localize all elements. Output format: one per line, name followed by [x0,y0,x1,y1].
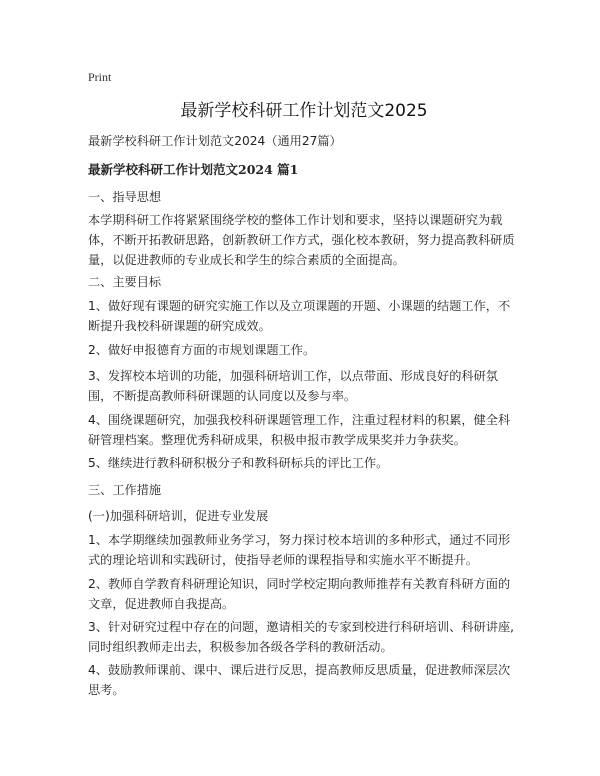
paragraph-guiding-thought: 本学期科研工作将紧紧围绕学校的整体工作计划和要求，坚持以课题研究为载体，不断开拓教研思路，创新教研工作方式，强化校本教研，努力提高教科研质量，以促进教师的专业成长和学生的综合素质的全面提高。 [88,213,515,267]
document-subtitle: 最新学校科研工作计划范文2024（通用27篇） [88,134,342,148]
goal-item-2: 2、做好申报德育方面的市规划课题工作。 [88,343,316,357]
goal-item-3: 3、发挥校本培训的功能，加强科研培训工作，以点带面、形成良好的科研氛围，不断提高教师科研课题的认同度以及参与率。 [88,369,498,403]
goal-item-5: 5、继续进行教科研积极分子和教科研标兵的评比工作。 [88,456,389,470]
section-heading-guiding-thought: 一、指导思想 [88,190,162,204]
measure-item-2: 2、教师自学教育科研理论知识，同时学校定期向教师推荐有关教育科研方面的文章，促进教师自我提高。 [88,577,511,611]
print-label[interactable]: Print [88,70,112,84]
section-heading-main-goals: 二、主要目标 [88,275,162,289]
goal-item-1: 1、做好现有课题的研究实施工作以及立项课题的开题、小课题的结题工作，不断提升我校科研课题的研究成效。 [88,299,511,333]
measure-item-1: 1、本学期继续加强教师业务学习，努力探讨校本培训的多种形式，通过不同形式的理论培训和实践研讨，使指导老师的课程指导和实施水平不断提升。 [88,533,511,567]
measures-subheading-1: (一)加强科研培训，促进专业发展 [88,509,269,523]
section-heading-measures: 三、工作措施 [88,483,162,497]
article-heading: 最新学校科研工作计划范文2024 篇1 [88,162,299,177]
document-title: 最新学校科研工作计划范文2025 [180,101,428,121]
measure-item-3: 3、针对研究过程中存在的问题，邀请相关的专家到校进行科研培训、科研讲座,同时组织教师走出去，积极参加各级各学科的教研活动。 [88,620,515,654]
goal-item-4: 4、围绕课题研究，加强我校科研课题管理工作，注重过程材料的积累，健全科研管理档案。整理优秀科研成果，积极申报市教学成果奖并力争获奖。 [88,413,511,447]
measure-item-4: 4、鼓励教师课前、课中、课后进行反思，提高教师反思质量，促进教师深层次思考。 [88,663,511,697]
